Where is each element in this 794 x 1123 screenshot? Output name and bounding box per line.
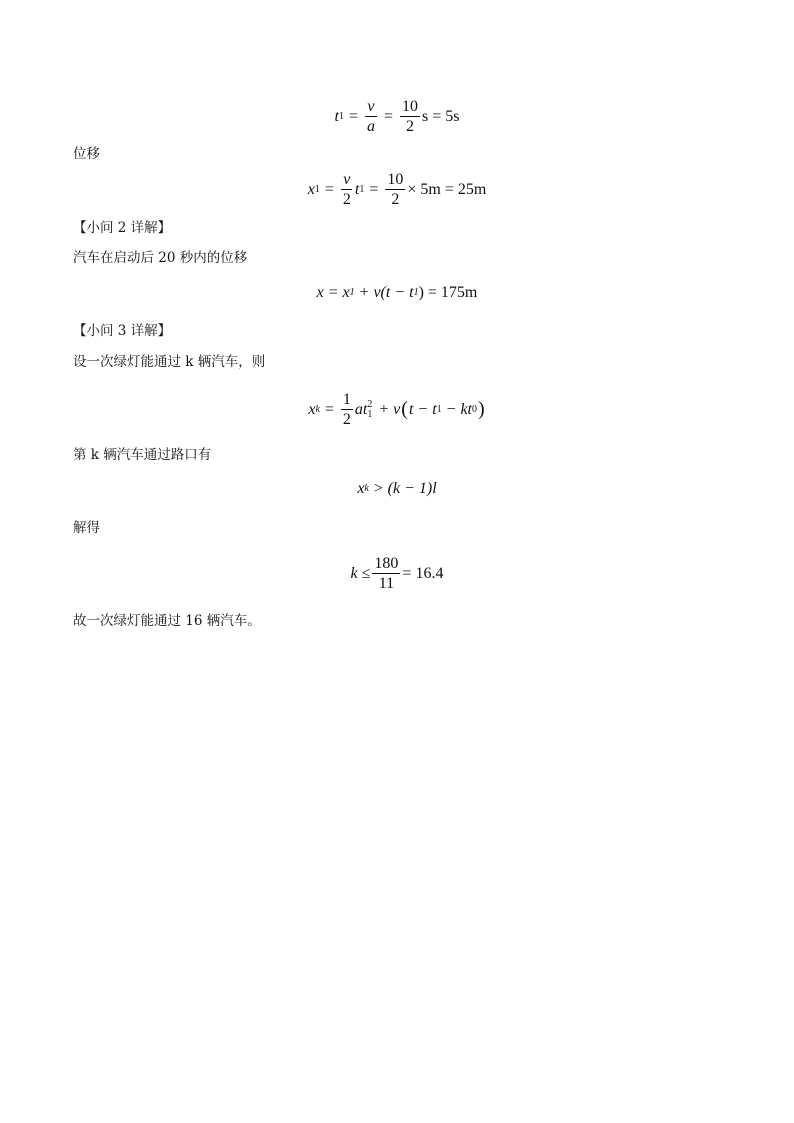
eq1-tail: s = 5s: [422, 107, 460, 125]
eq5-lhs: x: [357, 480, 365, 497]
eq4-frac-den: 2: [342, 411, 351, 428]
conclusion-text: 故一次绿灯能通过 16 辆汽车。: [73, 613, 261, 629]
eq6-frac-den: 11: [378, 575, 395, 592]
kth-car-text: 第 k 辆汽车通过路口有: [73, 447, 212, 463]
eq1-frac2-num: 10: [402, 98, 419, 115]
eq2-fraction-v-over-2: [341, 171, 353, 208]
eq4-at: at: [354, 400, 368, 418]
eq1-fraction-v-over-a: [365, 98, 377, 135]
equation-k-bound: [0, 555, 794, 592]
equation-time-to-accelerate: t 1 = $\frac{v}{a}$ = $\frac{10}{2}$ s = 5s: [334, 98, 460, 135]
eq2-frac2-den: 2: [391, 191, 400, 208]
eq3-part-c: ) = 175m: [418, 284, 478, 301]
eq4-plus-v: + v: [374, 400, 401, 418]
eq4-frac-num: 1: [342, 391, 351, 408]
eq6-fraction: [372, 555, 400, 592]
eq6-lhs: k ≤: [350, 564, 371, 582]
eq2-frac2-num: 10: [387, 171, 404, 188]
q3-text: 设一次绿灯能通过 k 辆汽车，则: [73, 354, 266, 370]
eq2-fraction-numeric: [385, 171, 405, 208]
eq4-inner-b: − kt: [441, 400, 472, 418]
q2-text: 汽车在启动后 20 秒内的位移: [73, 250, 248, 266]
eq1-fraction-numeric: [400, 98, 420, 135]
eq4-at-sup: 2: [367, 398, 373, 410]
eq1-frac1-num: v: [367, 98, 375, 115]
eq2-frac1-num: v: [343, 171, 351, 188]
solve-label: 解得: [73, 520, 100, 536]
eq4-inner-a: t − t: [408, 400, 437, 418]
eq2-lhs: x: [307, 180, 315, 198]
q3-heading: 【小问 3 详解】: [73, 323, 172, 339]
eq2-frac1-den: 2: [342, 191, 351, 208]
eq1-lhs: t: [334, 107, 339, 125]
eq4-lhs: x: [308, 400, 316, 418]
eq3-part-b: + v(t − t: [354, 284, 414, 301]
eq1-frac1-den: a: [366, 118, 375, 135]
eq4-at-sub: 1: [367, 408, 373, 420]
equation-kth-car-condition: x k > (k − 1)l: [357, 480, 437, 497]
eq2-t: t: [354, 180, 360, 198]
displacement-label: 位移: [73, 146, 100, 162]
eq6-tail: = 16.4: [402, 564, 444, 582]
equation-total-displacement: x = x 1 + v(t − t 1 ) = 175m: [316, 284, 478, 301]
eq3-part-a: x = x: [316, 284, 350, 301]
equation-displacement-accel: x 1 = $\frac{v}{2}$ t 1 = $\frac{10}{2}$ × 5m = 25m: [307, 171, 487, 208]
eq1-frac2-den: 2: [406, 118, 415, 135]
eq6-frac-num: 180: [374, 555, 399, 572]
equation-kth-car-displacement: x k = $\frac{1}{2}$ at 2 1 + v ( t − t 1 − kt 0 ): [308, 391, 485, 428]
eq2-tail: × 5m = 25m: [407, 180, 487, 198]
q2-heading: 【小问 2 详解】: [73, 220, 172, 236]
eq4-fraction-half: [341, 391, 353, 428]
eq5-rhs: > (k − 1)l: [368, 480, 437, 497]
